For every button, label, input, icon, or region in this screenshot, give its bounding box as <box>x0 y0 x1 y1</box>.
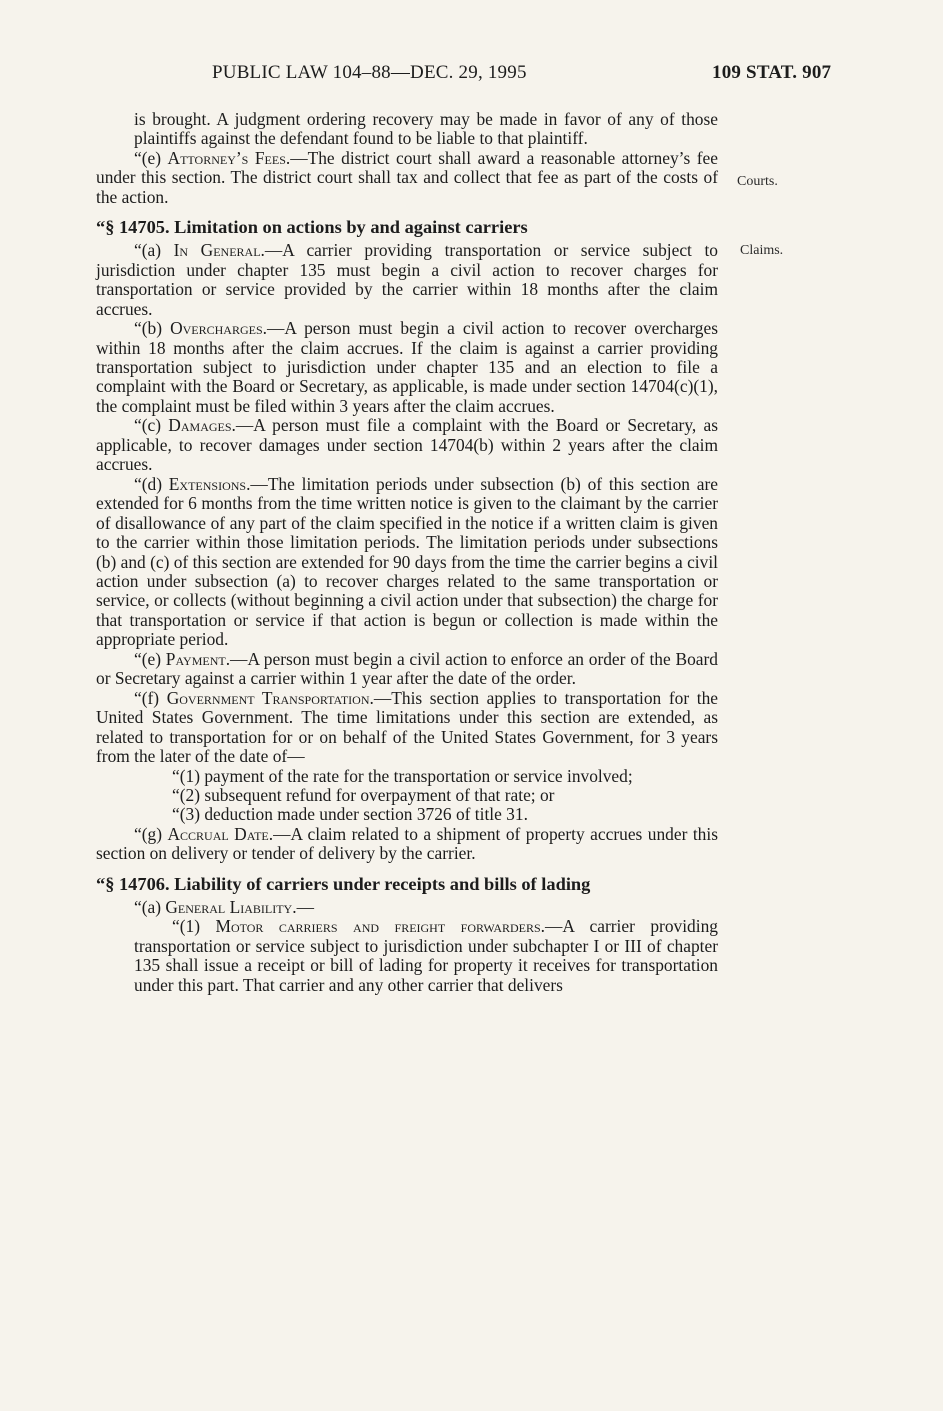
continued-paragraph: is brought. A judgment ordering recovery may be made in favor of any of those plaintiffs against the defendant found to be liable to that plaintiff. <box>134 109 718 149</box>
law-text-column <box>96 110 718 995</box>
subsection-lead: “(a) <box>134 896 166 917</box>
subsection-heading: Motor carriers and freight forwarders. <box>215 916 546 937</box>
subsection-a-general-liability <box>96 898 718 917</box>
subsection-text: —This section applies to transportation for the United States Government. The time limitations under this section are extended, as related to transportation for or on behalf of the United States Government, for 3 years from the later of the date of— <box>96 687 718 767</box>
subsection-heading: Extensions. <box>168 473 251 494</box>
subsection-lead: “(d) <box>134 473 169 494</box>
subsection-a-in-general <box>96 241 718 319</box>
subsection-text: —A claim related to a shipment of property accrues under this section on delivery or tender of delivery by the carrier. <box>96 823 718 864</box>
subsection-lead: “(b) <box>134 318 171 339</box>
subsection-c-damages <box>96 416 718 474</box>
subsection-text: —The limitation periods under subsection (b) of this section are extended for 6 months from the time written notice is given to the claimant by the carrier of disallowance of any part of the claim specified in the notice if a written claim is given to the carrier within those limitation periods. The limitation periods under subsections (b) and (c) of this section are extended for 90 days from the time the carrier begins a civil action under subsection (a) to recover charges related to the same transportation or service, or collects (without beginning a civil action under that subsection) the charge for that transportation or service if that action is begun or collection is made within the appropriate period. <box>96 473 718 650</box>
margin-note-claims: Claims. <box>740 243 784 258</box>
subsection-heading: Damages. <box>168 415 236 436</box>
subsection-g-accrual-date <box>96 825 718 864</box>
subsection-text: —A person must file a complaint with the Board or Secretary, as applicable, to recover damages under section 14704(b) within 2 years after the claim accrues. <box>96 415 718 475</box>
subsection-lead: “(c) <box>134 415 169 436</box>
subsection-text: — <box>296 896 314 917</box>
subsection-b-overcharges <box>96 319 718 416</box>
subsection-text: —The district court shall award a reasonable attorney’s fee under this section. The district court shall tax and collect that fee as part of the costs of the action. <box>96 147 718 207</box>
paragraph-a1-motor-carriers <box>96 917 718 995</box>
paragraph-f3: “(3) deduction made under section 3726 of title 31. <box>172 804 528 825</box>
paragraph-f1: “(1) payment of the rate for the transportation or service involved; <box>172 765 633 786</box>
subsection-text: —A carrier providing transportation or service subject to jurisdiction under subchapter I or III of chapter 135 shall issue a receipt or bill of lading for property it receives for transportation under this part. That carrier and any other carrier that delivers <box>134 916 718 995</box>
subsection-heading: Attorney’s Fees. <box>167 147 291 168</box>
statute-page-number: 109 STAT. 907 <box>712 62 832 83</box>
subsection-e-attorney-fees <box>96 149 718 207</box>
subsection-text: —A carrier providing transportation or service subject to jurisdiction under chapter 135 must begin a civil action to recover charges for transportation or service provided by the carrier within 18 months after the claim accrues. <box>96 240 718 319</box>
subsection-lead: “(f) <box>134 687 167 708</box>
subsection-d-extensions <box>96 475 718 650</box>
subsection-text: —A person must begin a civil action to enforce an order of the Board or Secretary against a carrier within 1 year after the date of the order. <box>96 648 718 689</box>
subsection-text: —A person must begin a civil action to recover overcharges within 18 months after the claim accrues. If the claim is against a carrier providing transportation subject to jurisdiction under chapter 135 and an election to file a complaint with the Board or Secretary, as applicable, is made under section 14704(c)(1), the complaint must be filed within 3 years after the claim accrues. <box>96 318 718 416</box>
margin-note-courts: Courts. <box>737 174 778 189</box>
subsection-lead: “(e) <box>134 147 168 168</box>
subsection-heading: Accrual Date. <box>167 823 274 844</box>
subsection-lead: “(g) <box>134 823 168 844</box>
subsection-lead: “(a) <box>134 240 174 261</box>
subsection-lead: “(1) <box>172 916 216 937</box>
subsection-heading: General Liability. <box>165 896 297 917</box>
subsection-heading: Government Transportation. <box>166 687 374 708</box>
section-14705-heading: “§ 14705. Limitation on actions by and against carriers <box>96 217 528 238</box>
section-14706-heading: “§ 14706. Liability of carriers under receipts and bills of lading <box>96 873 591 894</box>
subsection-lead: “(e) <box>134 648 166 669</box>
subsection-f-government-transportation <box>96 689 718 767</box>
subsection-e-payment <box>96 650 718 689</box>
running-header: PUBLIC LAW 104–88—DEC. 29, 1995 <box>212 62 527 83</box>
subsection-heading: In General. <box>173 240 265 261</box>
subsection-heading: Overcharges. <box>170 318 267 339</box>
subsection-heading: Payment. <box>165 648 231 669</box>
paragraph-f2: “(2) subsequent refund for overpayment of that rate; or <box>172 784 555 805</box>
